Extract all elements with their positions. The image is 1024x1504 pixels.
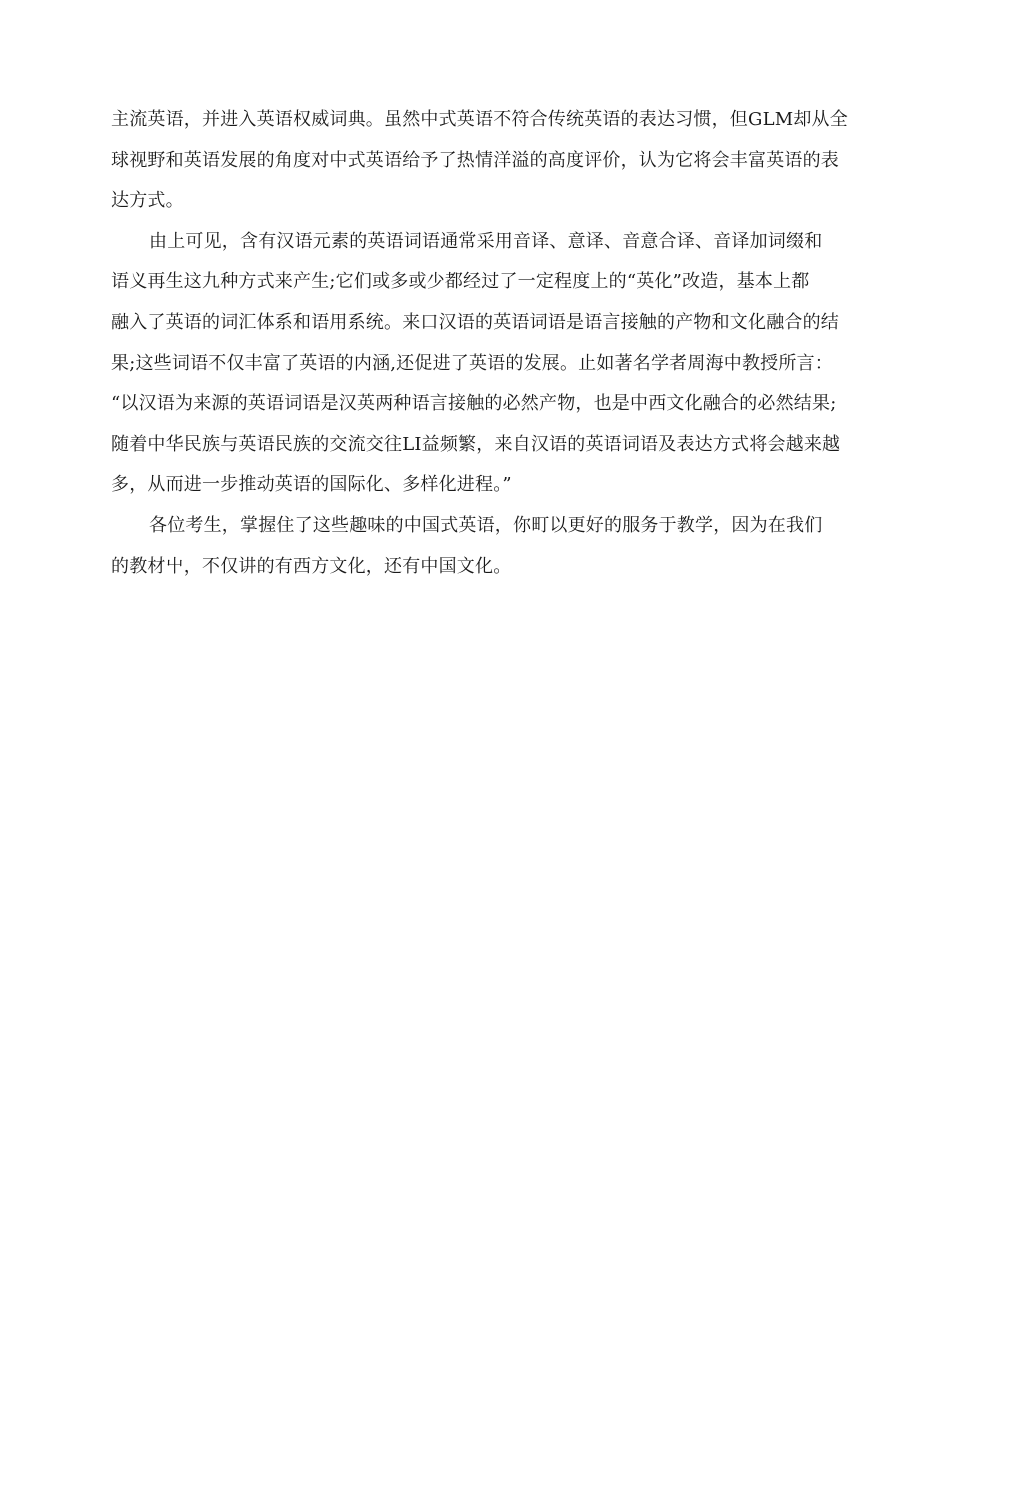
text-line: 由上可见，含有汉语元素的英语词语通常采用音译、意译、音意合译、音译加词缀和: [149, 230, 823, 252]
paragraph-2: [111, 222, 891, 506]
document-body: [111, 100, 891, 587]
text-line: 随着中华民族与英语民族的交流交往LI益频繁，来自汉语的英语词语及表达方式将会越来越: [111, 433, 841, 455]
text-line: 多，从而进一步推动英语的国际化、多样化进程。”: [111, 474, 512, 496]
text-line: 语义再生这九种方式来产生;它们或多或少都经过了一定程度上的“英化”改造，基本上都: [111, 271, 810, 293]
text-line: 融入了英语的词汇体系和语用系统。来口汉语的英语词语是语言接触的产物和文化融合的结: [111, 311, 839, 333]
text-line: 的教材屮，不仅讲的有西方文化，还有中国文化。: [111, 555, 512, 577]
text-line: 球视野和英语发展的角度对中式英语给予了热情洋溢的高度评价，认为它将会丰富英语的表: [111, 149, 839, 171]
paragraph-1: [111, 100, 891, 222]
text-line: 果;这些词语不仅丰富了英语的内涵,还促进了英语的发展。止如著名学者周海中教授所言：: [111, 352, 833, 374]
text-line: 各位考生，掌握住了这些趣味的中国式英语，你町以更好的服务于教学，因为在我们: [149, 514, 823, 536]
text-line: 达方式。: [111, 190, 184, 212]
text-line: 主流英语，并进入英语权威词典。虽然中式英语不符合传统英语的表达习惯，但GLM却从全: [111, 109, 848, 130]
text-line: “以汉语为来源的英语词语是汉英两种语言接触的必然产物，也是中西文化融合的必然结果;: [111, 393, 837, 415]
paragraph-3: [111, 506, 891, 587]
